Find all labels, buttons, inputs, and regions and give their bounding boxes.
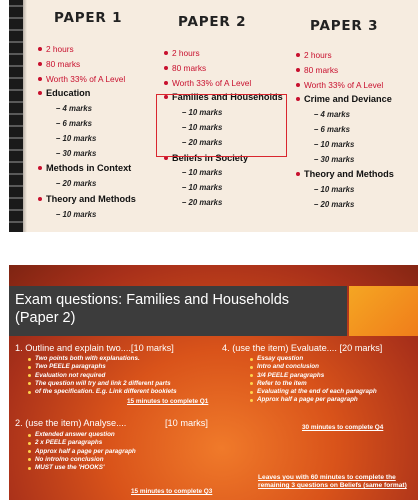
- question-bullet-item: 3/4 PEELE paragraphs: [249, 372, 377, 380]
- question-4-time-note: 30 minutes to complete Q4: [302, 424, 384, 431]
- paper-1-marks-item: – 10 marks: [56, 209, 97, 219]
- paper-1-line-text: Education: [46, 88, 91, 99]
- paper-2-line-text: Families and Households: [172, 92, 283, 103]
- question-1-time-note: 15 minutes to complete Q1: [127, 398, 209, 405]
- paper-2-line-text: 80 marks: [172, 62, 207, 73]
- paper-1-line-text: Methods in Context: [46, 163, 132, 174]
- question-2-bullets: [27, 431, 136, 472]
- slide-title-line-2: (Paper 2): [15, 310, 76, 326]
- paper-3-line-text: Worth 33% of A Level: [304, 79, 384, 90]
- notebook-spiral-binding: [9, 0, 23, 232]
- paper-3-title: PAPER 3: [310, 18, 379, 34]
- question-bullet-item: Evaluating at the end of each paragraph: [249, 388, 377, 396]
- paper-3-topic-item: [296, 169, 394, 179]
- paper-1-column: [34, 0, 159, 232]
- paper-2-line-text: 2 hours: [172, 48, 200, 58]
- paper-1-info-item: [38, 44, 74, 54]
- bullet-dot-icon: [38, 197, 42, 201]
- paper-2-marks-item: – 10 marks: [182, 183, 223, 193]
- paper-2-marks-item: – 20 marks: [182, 198, 223, 207]
- paper-3-topic-item: [296, 94, 392, 104]
- paper-1-title: PAPER 1: [54, 10, 123, 26]
- bullet-dot-icon: [164, 81, 168, 85]
- question-2-heading: 2. (use the item) Analyse....: [15, 418, 127, 428]
- paper-1-topic-item: [38, 194, 136, 204]
- question-bullet-item: Refer to the item: [249, 380, 377, 388]
- bullet-dot-icon: [38, 91, 42, 95]
- paper-1-line-text: 80 marks: [46, 58, 81, 69]
- paper-2-info-item: [164, 78, 251, 88]
- paper-1-line-text: 2 hours: [46, 44, 74, 54]
- paper-1-marks-item: – 10 marks: [56, 133, 97, 143]
- paper-3-marks-item: – 10 marks: [314, 139, 355, 149]
- exam-overview-slide: [9, 0, 418, 232]
- bullet-dot-icon: [38, 166, 42, 170]
- paper-2-marks-item: – 20 marks: [182, 137, 223, 147]
- title-accent-block: [349, 286, 418, 336]
- paper-3-marks-item: – 4 marks: [314, 110, 350, 120]
- paper-3-info-item: [296, 50, 332, 60]
- paper-1-info-item: [38, 59, 80, 69]
- paper-1-line-text: Theory and Methods: [46, 194, 136, 204]
- question-bullet-item: 2 x PEELE paragraphs: [27, 439, 136, 447]
- remaining-time-note: Leaves you with 60 minutes to complete the remaining 3 questions on Beliefs (same format): [258, 474, 407, 490]
- question-bullet-item: The question will try and link 2 different parts: [27, 380, 177, 388]
- question-bullet-item: MUST use the 'HOOKS': [27, 464, 136, 472]
- paper-1-marks-item: – 4 marks: [56, 104, 92, 114]
- paper-3-marks-item: – 10 marks: [314, 185, 355, 195]
- paper-2-marks-item: – 10 marks: [182, 108, 223, 118]
- paper-2-line-text: Worth 33% of A Level: [172, 77, 252, 88]
- question-2-time-note: 15 minutes to complete Q3: [131, 488, 213, 495]
- paper-3-column: [292, 0, 418, 232]
- paper-3-line-text: 2 hours: [304, 50, 332, 60]
- question-2-marks: [10 marks]: [165, 418, 208, 428]
- paper-3-marks-item: – 30 marks: [314, 154, 355, 164]
- bullet-dot-icon: [38, 47, 42, 51]
- question-bullet-item: Two PEELE paragraphs: [27, 363, 177, 371]
- bullet-dot-icon: [38, 62, 42, 66]
- question-bullet-item: Approx half a page per paragraph: [27, 448, 136, 456]
- question-bullet-item: Intro and conclusion: [249, 363, 377, 371]
- bullet-dot-icon: [296, 53, 300, 57]
- question-4-bullets: [249, 355, 377, 405]
- paper-3-line-text: Theory and Methods: [304, 169, 394, 180]
- question-4-heading: 4. (use the item) Evaluate.... [20 marks]: [222, 343, 383, 353]
- paper-1-info-item: [38, 74, 125, 84]
- paper-2-marks-item: – 10 marks: [182, 123, 223, 132]
- bullet-dot-icon: [296, 172, 300, 176]
- paper-2-line-text: Beliefs in Society: [172, 152, 249, 163]
- bullet-dot-icon: [296, 97, 300, 101]
- exam-questions-slide: [9, 265, 418, 500]
- paper-2-info-item: [164, 48, 200, 58]
- paper-3-marks-item: – 20 marks: [314, 200, 355, 209]
- bullet-dot-icon: [164, 66, 168, 70]
- paper-3-line-text: 80 marks: [304, 64, 339, 75]
- paper-3-info-item: [296, 65, 338, 75]
- slide-title: [15, 291, 345, 327]
- paper-1-marks-item: – 6 marks: [56, 119, 92, 128]
- question-bullet-item: Extended answer question: [27, 431, 136, 439]
- paper-2-title: PAPER 2: [178, 14, 247, 30]
- question-bullet-item: Approx half a page per paragraph: [249, 396, 377, 404]
- families-households-highlight-box: [156, 94, 287, 157]
- bullet-dot-icon: [164, 51, 168, 55]
- bullet-dot-icon: [38, 77, 42, 81]
- paper-3-marks-item: – 6 marks: [314, 125, 350, 134]
- bullet-dot-icon: [296, 68, 300, 72]
- paper-1-marks-item: – 20 marks: [56, 179, 97, 189]
- paper-1-marks-item: – 30 marks: [56, 148, 97, 158]
- slide-title-line-1: Exam questions: Families and Households: [15, 292, 290, 308]
- question-bullet-item: of the specification. E.g. Link different booklets: [27, 388, 177, 396]
- question-bullet-item: Essay question: [249, 355, 377, 363]
- paper-1-topic-item: [38, 163, 131, 173]
- question-bullet-item: Evaluation not required: [27, 372, 177, 380]
- paper-3-line-text: Crime and Deviance: [304, 94, 392, 105]
- paper-2-marks-item: – 10 marks: [182, 168, 223, 178]
- question-bullet-item: Two points both with explanations.: [27, 355, 177, 363]
- paper-2-info-item: [164, 63, 206, 73]
- question-bullet-item: No intro/no conclusion: [27, 456, 136, 464]
- title-bar: [9, 286, 347, 336]
- paper-1-topic-item: [38, 88, 90, 98]
- paper-1-line-text: Worth 33% of A Level: [46, 73, 126, 84]
- question-1-bullets: [27, 355, 177, 396]
- paper-3-info-item: [296, 80, 383, 90]
- question-1-heading: 1. Outline and explain two....[10 marks]: [15, 343, 174, 353]
- bullet-dot-icon: [296, 83, 300, 87]
